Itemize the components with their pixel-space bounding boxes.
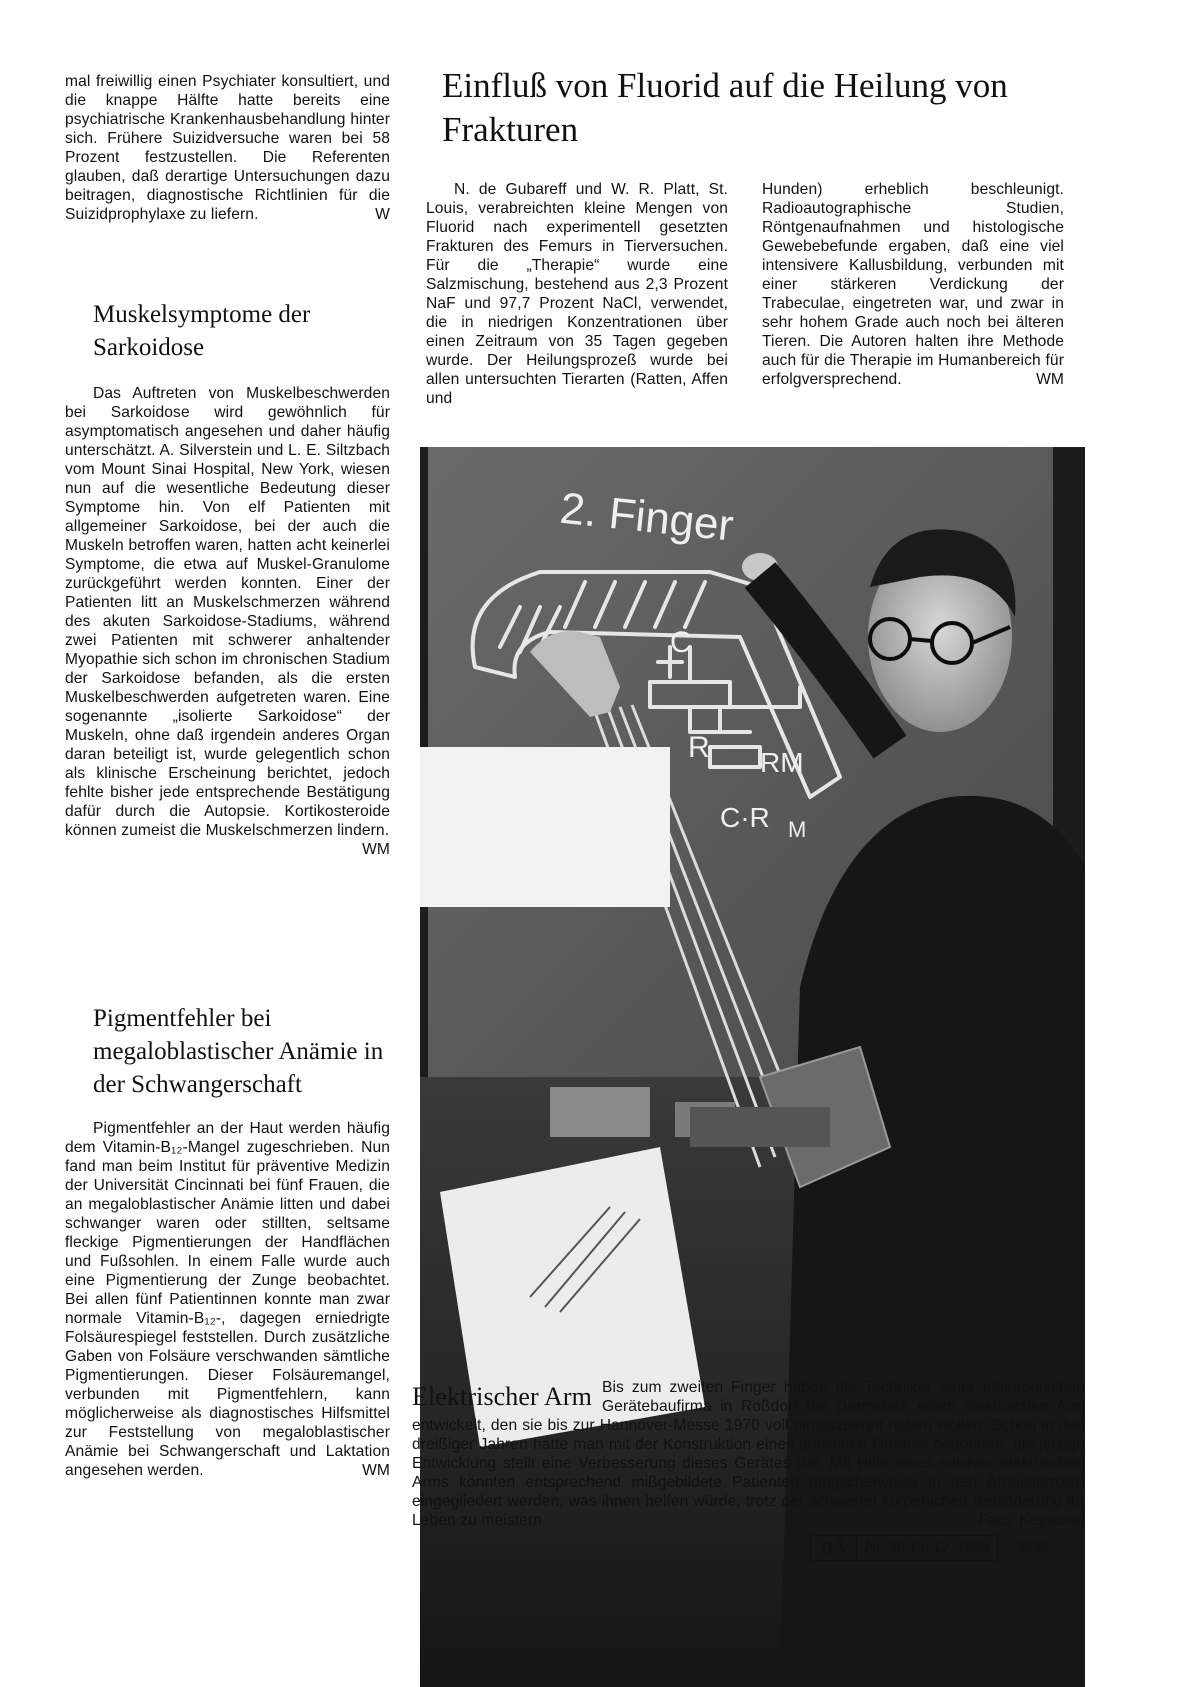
muskel-text: Das Auftreten von Muskelbeschwerden bei Sarkoidose wird gewöhnlich für asymptomatisch angesehen und daher häufig unterschätzt. A. Silverstein und L. E. Siltzbach vom Mount Sinai Hospital, New York, wiesen nun auf die wesentliche Bedeutung dieser Symptome hin. Von elf Patienten mit allgemeiner Sarkoidose, bei der auch die Muskeln betroffen waren, hatten acht keinerlei Symptome, die etwa auf Muskel-Granulome zurückgeführt werden konnten. Einer der Patienten litt an Muskelschmerzen während des akuten Sarkoidose-Stadiums, während zwei Patienten mit schwerer anhaltender Myopathie sich schon im chronischen Stadium der Sarkoidose befanden, als die ersten Muskelbeschwerden aufgetreten waren. Eine sogenannte „isolierte Sarkoidose“ der Muskeln, ohne daß irgendein anderes Organ daran beteiligt ist, wurde gelegentlich schon als klinische Erscheinung berichtet, jedoch fehlte bisher jede entsprechende Bestätigung dafür durch die Autopsie. Kortikosteroide können zumeist die Muskelschmerzen lindern. <box>65 385 390 839</box>
muskel-section-title: Muskelsymptome der Sarkoidose <box>93 301 311 361</box>
caption-block <box>412 1378 1085 1530</box>
intro-signature: W <box>375 206 390 223</box>
muskel-section-body <box>65 384 390 859</box>
pigment-section-title-wrap <box>93 1002 393 1101</box>
page-number: 3535 <box>1016 1539 1049 1556</box>
main-article-title-wrap <box>442 64 1122 152</box>
muskel-signature: WM <box>362 841 390 858</box>
intro-text: mal freiwillig einen Psychiater konsultiert, und die knappe Hälfte hatte bereits eine psychiatrische Krankenhausbehandlung hinter sich. Frühere Suizidversuche waren bei 58 Prozent festzustellen. Die Referenten glauben, daß derartige Untersuchungen dazu beitragen, diagnostische Richtlinien für die Suizidprophylaxe zu liefern. <box>65 73 390 223</box>
muskel-section-title-wrap <box>93 298 393 364</box>
main-article-title: Einfluß von Fluorid auf die Heilung von Frakturen <box>442 66 1008 149</box>
pigment-section-body <box>65 1119 390 1480</box>
circuit-label-rm: RM <box>760 747 804 778</box>
pigment-text: Pigmentfehler an der Haut werden häufig dem Vitamin-B₁₂-Mangel zugeschrieben. Nun fand man beim Institut für präventive Medizin der Universität Cincinnati bei fünf Frauen, die an megaloblastischer Anämie litten und dabei schwanger waren oder stillten, seltsame fleckige Pigmentierungen der Handflächen und Fußsohlen. In einem Falle wurde auch eine Pigmentierung der Zunge beobachtet. Bei allen fünf Patientinnen konnte man zwar normale Vitamin-B₁₂-, dagegen erniedrigte Folsäurespiegel feststellen. Durch zusätzliche Gaben von Folsäure verschwanden sämtliche Pigmentierungen. Dieser Folsäuremangel, verbunden mit Pigmentfehlern, kann möglicherweise als diagnostisches Hilfsmittel zur Feststellung von megaloblastischer Anämie bei Schwangerschaft und Laktation angesehen werden. <box>65 1120 390 1479</box>
circuit-label-r: R <box>688 731 710 764</box>
caption-text: Bis zum zweiten Finger haben die Techniker einer elektronischen Gerätebaufirma in Roßdorf bei Darmstadt einen elektrischen Arm entwickelt, den sie bis zur Hannover-Messe 1970 voll einsatzbereit haben wollen. Schon in den dreißiger Jahren hatte man mit der Konstruktion eines ähnlichen Gerätes begonnen, die jetzige Entwicklung stellt eine Verbesserung dieses Gerätes dar. Mit Hilfe eines solchen elektrischen Arms könnten entsprechend mißgebildete Patienten möglicherweise in den Arbeitsprozeß eingegliedert werden, was ihnen helfen würde, trotz der schweren körperlichen Behinderung ihr Leben zu meistern <box>412 1379 1085 1529</box>
main-article-text-2: Hunden) erheblich beschleunigt. Radioautographische Studien, Röntgenaufnahmen und histologische Gewebebefunde ergaben, daß eine viel intensivere Kallusbildung, verbunden mit einer stärkeren Verdickung der Trabeculae, eingetreten war, und zwar in sehr hohem Grade auch noch bei älteren Tieren. Die Autoren halten ihre Methode auch für die Therapie im Humanbereich für erfolgversprechend. <box>762 181 1064 388</box>
intro-section <box>65 72 390 224</box>
issue-date: Nr. 50/13. 12. 1969 <box>864 1539 990 1556</box>
main-article-column-1 <box>426 180 728 408</box>
photo-credit: Foto: Keystone <box>978 1512 1085 1529</box>
board-text: 2. Finger <box>557 483 736 551</box>
main-article-column-2 <box>762 180 1064 389</box>
circuit-label-cr: C·R <box>720 802 770 833</box>
pigment-section-title: Pigmentfehler bei megaloblastischer Anämie in der Schwangerschaft <box>93 1005 384 1098</box>
circuit-label-m: M <box>788 817 807 842</box>
main-article-text-1: N. de Gubareff und W. R. Platt, St. Louis, verabreichten kleine Mengen von Fluorid nach experimentell gesetzten Frakturen des Femurs in Tierversuchen. Für die „Therapie“ wurde eine Salzmischung, bestehend aus 2,3 Prozent NaF und 97,7 Prozent NaCl, verwendet, die in niedrigen Konzentrationen über einen Zeitraum von 35 Tagen gegeben wurde. Der Heilungsprozeß wurde bei allen untersuchten Tierarten (Ratten, Affen und <box>426 181 728 407</box>
circuit-label-c: C <box>670 626 692 659</box>
caption-title: Elektrischer Arm <box>412 1382 592 1411</box>
journal-abbr: DÄ <box>811 1536 857 1560</box>
footer-box <box>810 1535 998 1561</box>
footer <box>810 1535 1048 1561</box>
main-article-signature: WM <box>1036 371 1064 388</box>
pigment-signature: WM <box>362 1462 390 1479</box>
